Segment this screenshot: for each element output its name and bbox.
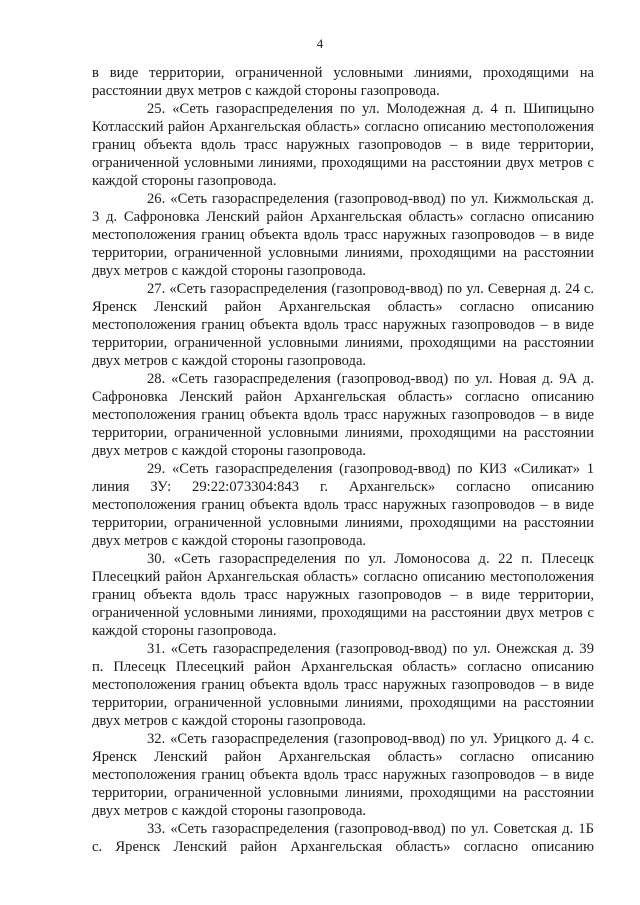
list-item-33: 33. «Сеть газораспределения (газопровод-ввод) по ул. Советская д. 1Б с. Яренск Ленский район Архангельская область» согласно описанию [92, 821, 594, 855]
page-number: 4 [316, 36, 324, 51]
document-body [92, 64, 594, 856]
list-item-25: 25. «Сеть газораспределения по ул. Молодежная д. 4 п. Шипицыно Котласский район Архангельская область» согласно описанию местоположения границ объекта вдоль трасс наружных газопроводов – в виде территории, ограниченной условными линиями, проходящими на расстоянии двух метров с каждой стороны газопровода. [92, 101, 594, 189]
list-item-31: 31. «Сеть газораспределения (газопровод-ввод) по ул. Онежская д. 39 п. Плесецк Плесецкий район Архангельская область» согласно описанию местоположения границ объекта вдоль трасс наружных газопроводов – в виде территории, ограниченной условными линиями, проходящими на расстоянии двух метров с каждой стороны газопровода. [92, 641, 594, 729]
list-item-29: 29. «Сеть газораспределения (газопровод-ввод) по КИЗ «Силикат» 1 линия ЗУ: 29:22:073304:843 г. Архангельск» согласно описанию местоположения границ объекта вдоль трасс наружных газопроводов – в виде территории, ограниченной условными линиями, проходящими на расстоянии двух метров с каждой стороны газопровода. [92, 461, 594, 549]
list-item-28: 28. «Сеть газораспределения (газопровод-ввод) по ул. Новая д. 9А д. Сафроновка Ленский район Архангельская область» согласно описанию местоположения границ объекта вдоль трасс наружных газопроводов – в виде территории, ограниченной условными линиями, проходящими на расстоянии двух метров с каждой стороны газопровода. [92, 371, 594, 459]
paragraph-continuation: в виде территории, ограниченной условными линиями, проходящими на расстоянии двух метров с каждой стороны газопровода. [92, 65, 594, 99]
list-item-32: 32. «Сеть газораспределения (газопровод-ввод) по ул. Урицкого д. 4 с. Яренск Ленский район Архангельская область» согласно описанию местоположения границ объекта вдоль трасс наружных газопроводов – в виде территории, ограниченной условными линиями, проходящими на расстоянии двух метров с каждой стороны газопровода. [92, 731, 594, 819]
list-item-27: 27. «Сеть газораспределения (газопровод-ввод) по ул. Северная д. 24 с. Яренск Ленский район Архангельская область» согласно описанию местоположения границ объекта вдоль трасс наружных газопроводов – в виде территории, ограниченной условными линиями, проходящими на расстоянии двух метров с каждой стороны газопровода. [92, 281, 594, 369]
list-item-30: 30. «Сеть газораспределения по ул. Ломоносова д. 22 п. Плесецк Плесецкий район Архангельская область» согласно описанию местоположения границ объекта вдоль трасс наружных газопроводов – в виде территории, ограниченной условными линиями, проходящими на расстоянии двух метров с каждой стороны газопровода. [92, 551, 594, 639]
list-item-26: 26. «Сеть газораспределения (газопровод-ввод) по ул. Кижмольская д. 3 д. Сафроновка Ленский район Архангельская область» согласно описанию местоположения границ объекта вдоль трасс наружных газопроводов – в виде территории, ограниченной условными линиями, проходящими на расстоянии двух метров с каждой стороны газопровода. [92, 191, 594, 279]
